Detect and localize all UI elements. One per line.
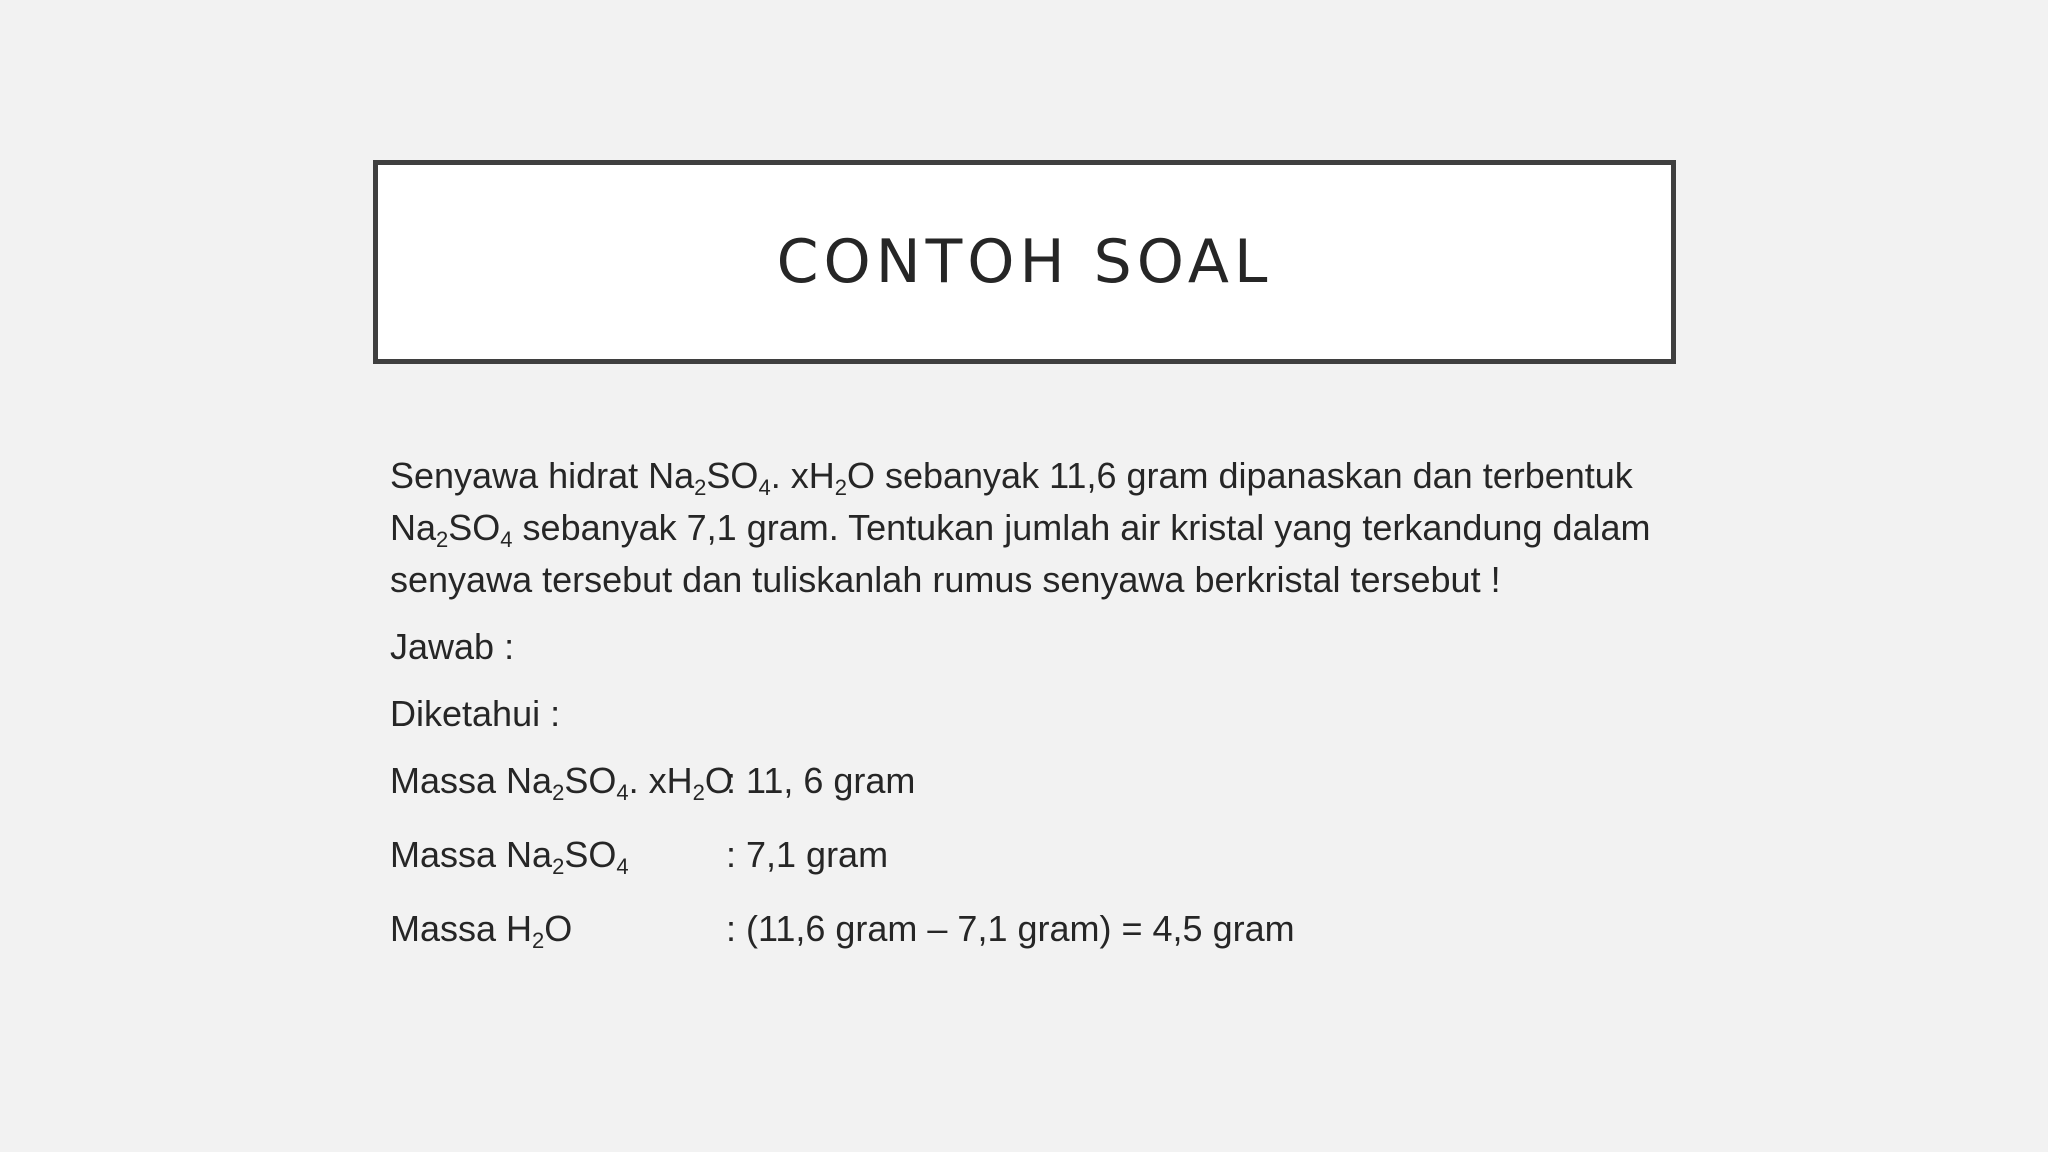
subscript: 2: [834, 475, 847, 500]
label-text: O: [544, 908, 573, 949]
problem-text: SO: [448, 507, 501, 548]
problem-text: Senyawa hidrat Na: [390, 455, 695, 496]
slide-title-box: [373, 160, 1676, 364]
problem-text: Na: [390, 507, 437, 548]
label-text: SO: [564, 834, 617, 875]
subscript: 2: [532, 928, 545, 953]
problem-line-1: [390, 450, 1660, 502]
given-label: [390, 829, 726, 881]
given-value: : (11,6 gram – 7,1 gram) = 4,5 gram: [726, 908, 1295, 949]
subscript: 2: [436, 527, 449, 552]
given-label: [390, 755, 733, 807]
label-text: O: [704, 760, 733, 801]
problem-line-3: senyawa tersebut dan tuliskanlah rumus senyawa berkristal tersebut !: [390, 559, 1501, 600]
problem-text: SO: [706, 455, 759, 496]
problem-paragraph: [390, 450, 1660, 606]
slide-body: [390, 450, 1660, 955]
given-value: : 11, 6 gram: [726, 760, 916, 801]
given-row-anhydrous-mass: [390, 829, 1660, 881]
diketahui-label: Diketahui :: [390, 693, 561, 734]
subscript: 4: [758, 475, 771, 500]
subscript: 2: [552, 780, 565, 805]
label-text: Massa H: [390, 908, 533, 949]
problem-text: . xH: [770, 455, 835, 496]
given-label: [390, 903, 726, 955]
problem-text: O sebanyak 11,6 gram dipanaskan dan terbentuk: [846, 455, 1633, 496]
label-text: . xH: [628, 760, 693, 801]
given-row-hydrate-mass: [390, 755, 1660, 807]
given-row-water-mass: [390, 903, 1660, 955]
subscript: 4: [616, 854, 629, 879]
problem-text: sebanyak 7,1 gram. Tentukan jumlah air kristal yang terkandung dalam: [512, 507, 1651, 548]
label-text: Massa Na: [390, 834, 553, 875]
subscript: 4: [500, 527, 513, 552]
jawab-label: Jawab :: [390, 626, 515, 667]
label-text: Massa Na: [390, 760, 553, 801]
label-text: SO: [564, 760, 617, 801]
subscript: 2: [692, 780, 705, 805]
problem-line-2: [390, 502, 1660, 554]
subscript: 4: [616, 780, 629, 805]
subscript: 2: [694, 475, 707, 500]
given-value: : 7,1 gram: [726, 834, 889, 875]
subscript: 2: [552, 854, 565, 879]
slide-title: CONTOH SOAL: [776, 227, 1273, 297]
